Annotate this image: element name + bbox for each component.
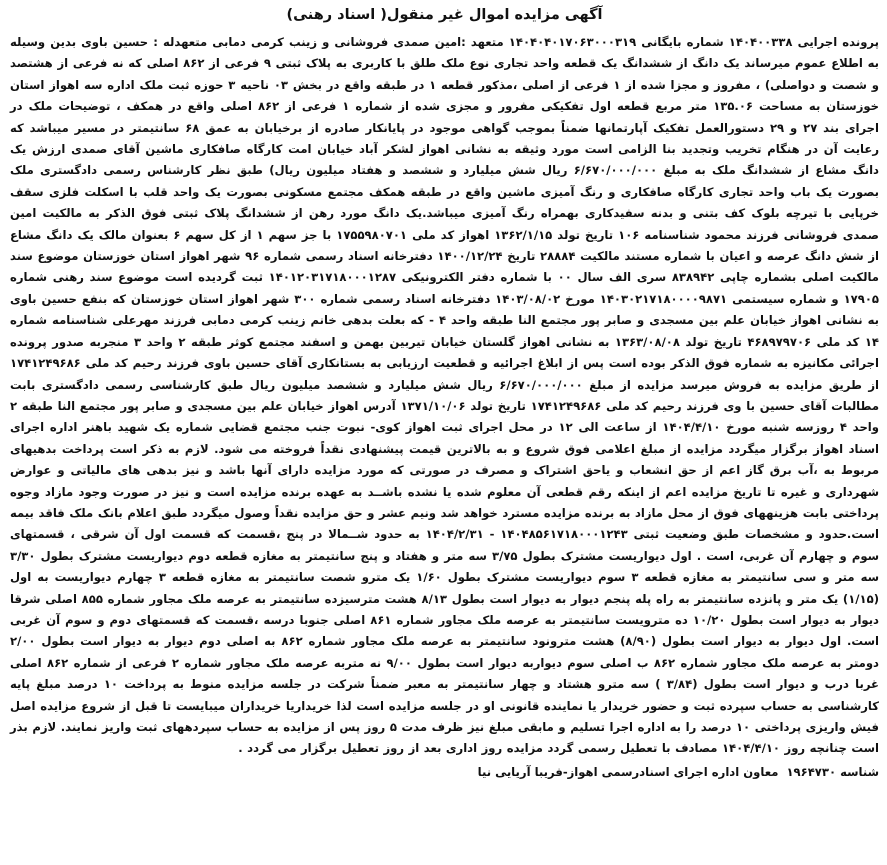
notice-body: پرونده اجرایی ۱۴۰۴۰۰۳۳۸ شماره بایگانی ۱۴۰۴۰۴۰۱۷۰۶۳۰۰۰۳۱۹ متعهد :امین صمدی فروشانی و زینب کرمی دمابی متعهدله : حسین باوی بدین وسیله به اطلاع عموم میرساند یک دانگ از ششدانگ یک قطعه واحد تجاری نوع ملک طلق با کاربری به پلاک ثبتی ۹ فرعی از ۸۶۲ اصلی که نه فرعی از هشتصد و شصت و دواصلی) ، مفروز و مجزا شده از ۱ فرعی از اصلی ،مذکور قطعه ۱ در طبقه واقع در بخش ۰۳ ناحیه ۳ حوزه ثبت ملک اداره سه اهواز استان خوزستان به مساحت ۱۳۵.۰۶ متر مربع قطعه اول تفکیکی مفرور و مجزی شده از شماره ۱ فرعی از ۸۶۲ اصلی واقع در همکف ، توضیحات ملک در اجرای بند ۲۷ و ۲۹ دستورالعمل تفکیک آپارتمانها ضمناً بموجب گواهی موجود در پایانکار صادره از برخیابان به عمق ۶۸ سانتیمتر در مسیر میباشد که رعایت آن در هنگام تخریب وتجدید بنا الزامی است مورد وثیقه به نشانی اهواز لشکر آباد خیابان امت کارگاه صافکاری ماشین آقای صمدی ارزش یک دانگ مشاع از ششدانگ ملک به مبلغ ۶/۶۷۰/۰۰۰/۰۰۰ ریال شش میلیارد و ششصد و هفتاد میلیون ریال) طبق نظر کارشناس رسمی دادگستری ملک بصورت یک باب واحد تجاری کارگاه صافکاری و رنگ آمیزی ماشین واقع در طبقه همکف مجتمع مسکونی بصورت یک واحد قلب با اسکلت فلزی سقف خرپایی با تیرچه بلوک کف بتنی و بدنه سفیدکاری بهمراه رنگ آمیزی میباشد.یک دانگ مورد رهن از ششدانگ پلاک ثبتی فوق الذکر به مالکیت امین صمدی فروشانی فرزند محمود شناسنامه ۱۰۶ تاریخ تولد ۱۳۶۲/۱/۱۵ اهواز کد ملی ۱۷۵۵۹۸۰۷۰۱ با جز سهم ۱ از کل سهم ۶ بعنوان مالک یک دانگ مشاع از شش دانگ عرصه و اعیان با شماره مستند مالکیت ۲۸۸۸۴ تاریخ ۱۴۰۰/۱۲/۲۴ دفترخانه اسناد رسمی شماره ۹۶ شهر اهواز استان خوزستان موضوع سند مالکیت اصلی بشماره چاپی ۸۳۸۹۴۲ سری الف سال ۰۰ با شماره دفتر الکترونیکی ۱۴۰۱۲۰۳۱۷۱۸۰۰۰۱۲۸۷ ثبت گردیده است موضوع سند رهنی شماره ۱۷۹۰۵ و شماره سیستمی ۱۴۰۳۰۲۱۷۱۸۰۰۰۰۹۸۷۱ مورخ ۱۴۰۳/۰۸/۰۲ دفترخانه اسناد رسمی شماره ۳۰۰ شهر اهواز استان خوزستان که بنفع حسین باوی به نشانی اهواز خیابان علم بین مسجدی و صابر پور مجتمع النا طبقه واحد ۴ - که بعلت بدهی خانم زینب کرمی دمابی فرزند مهرعلی شناسنامه شماره ۱۴ کد ملی ۴۶۸۹۷۹۷۰۶ تاریخ تولد ۱۳۶۳/۰۸/۰۸ به نشانی اهواز گلستان خیابان تیربین بهمن و اسفند مجتمع کوثر طبقه ۲ واحد ۳ منجربه صدور پرونده اجرائی مکانیزه به شماره فوق الذکر بوده است پس از ابلاغ اجرائیه و قطعیت ارزیابی به بستانکاری آقای حسین باوی فرزند رحیم کد ملی ۱۷۴۱۲۴۹۶۸۶ از طریق مزایده به فروش میرسد مزایده از مبلغ ۶/۶۷۰/۰۰۰/۰۰۰ ریال شش میلیارد و ششصد میلیون ریال طبق کارشناسی رسمی دادگستری بابت مطالبات آقای حسین با وی فرزند رحیم کد ملی ۱۷۴۱۲۴۹۶۸۶ تاریخ تولد ۱۳۷۱/۱۰/۰۶ آدرس اهواز خیابان علم بین مسجدی و صابر پور مجتمع النا طبقه ۲ واحد ۴ روزسه شنبه مورخ ۱۴۰۴/۴/۱۰ از ساعت الی ۱۲ در محل اجرای ثبت اهواز کوی- نبوت جنب مجتمع قضایی شماره یک شهید باهنر اداره اجرای اسناد اهواز برگزار میگردد مزایده از مبلغ اعلامی فوق شروع و به بالاترین قیمت پیشنهادی نقداً فروخته می شود. لازم به ذکر است پرداخت بدهیهای مربوط به ،آب برق گاز اعم از حق انشعاب و یاحق اشتراک و مصرف در صورتی که مورد مزایده دارای آنها باشد و نیز بدهی های مالیاتی و عوارض شهرداری و غیره تا تاریخ مزایده اعم از اینکه رقم قطعی آن معلوم شده یا نشده باشــد به عهده برنده مزایده است و نیز در صورت وجود مازاد وجوه پرداختی بابت هزینههای فوق از محل مازاد به برنده مزایده مسترد خواهد شد ونیم عشر و حق مزایده نقداً وصول میگردد طبق اعلام بانک ملک فاقد بیمه است.حدود و مشخصات طبق وضعیت ثبتی ۱۴۰۴۸۵۶۱۷۱۸۰۰۰۱۲۴۳ - ۱۴۰۴/۲/۳۱ به حدود شــمالا در پنج ،قسمت که قسمت اول آن شرقی ، قسمتهای سوم و چهارم آن غربی، است . اول دیواریست مشترک بطول ۳/۷۵ سه متر و هفتاد و پنج سانتیمتر به مغازه قطعه دوم دیواریست مشترک بطول ۳/۳۰ سه متر و سی سانتیمتر به مغازه قطعه ۳ سوم دیواریست مشترک بطول ۱/۶۰ یک مترو شصت سانتیمتر به مغازه قطعه ۳ چهارم دیواریست به اول (۱/۱۵) یک متر و پانزده سانتیمتر به راه پله پنجم دیوار به دیوار است بطول ۸/۱۳ هشت مترسیزده سانتیمتر به عرصه ملک مجاور شماره ۸۵۵ اصلی شرقا دیوار به دیوار است بطول ۱۰/۲۰ ده مترویست سانتیمتر به عرصه ملک مجاور شماره ۸۶۱ اصلی جنوبا درسه ،قسمت که قسمتهای دوم و سوم آن غربی است. اول دیوار به دیوار است بطول (۸/۹۰) هشت مترونود سانتیمتر به عرصه ملک مجاور شماره ۸۶۲ به اصلی دوم دیوار به دیوار است بطول ۲/۰۰ دومتر به عرصه ملک مجاور شماره ۸۶۲ ب اصلی سوم دیواربه دیوار است بطول ۹/۰۰ نه متربه عرصه ملک مجاور شماره ۲ فرعی از شماره ۸۶۲ اصلی غربا درب و دیوار است بطول (۳/۸۴ ) سه مترو هشتاد و چهار سانتیمتر به معبر ضمناً شرکت در جلسه مزایده منوط به پرداخت ۱۰ درصد مبلغ پایه کارشناسی به حساب سپرده ثبت و حضور خریدار یا نماینده قانونی او در جلسه مزایده است لذا خریداریا خریداران میبایست تا قبل از شروع مزایده اصل فیش واریزی پرداختی ۱۰ درصد را به اداره اجرا تسلیم و مابقی مبلغ نیز ظرف مدت ۵ روز پس از مزایده به حساب سپردههای ثبت واریز نمایند. لازم بذر است چنانچه روز ۱۴۰۴/۴/۱۰ مصادف با تعطیل رسمی گردد مزایده روز اداری بعد از روز تعطیل برگزار می گردد .: [10, 35, 880, 756]
notice-footer: [10, 762, 879, 783]
notice-id: شناسه ۱۹۶۴۷۳۰: [786, 764, 879, 779]
notice-title: آگهی مزایده اموال غیر منقول( اسناد رهنی): [286, 7, 603, 23]
notice-signature: معاون اداره اجرای اسنادرسمی اهواز-فریبا آریایی نیا: [477, 764, 779, 779]
